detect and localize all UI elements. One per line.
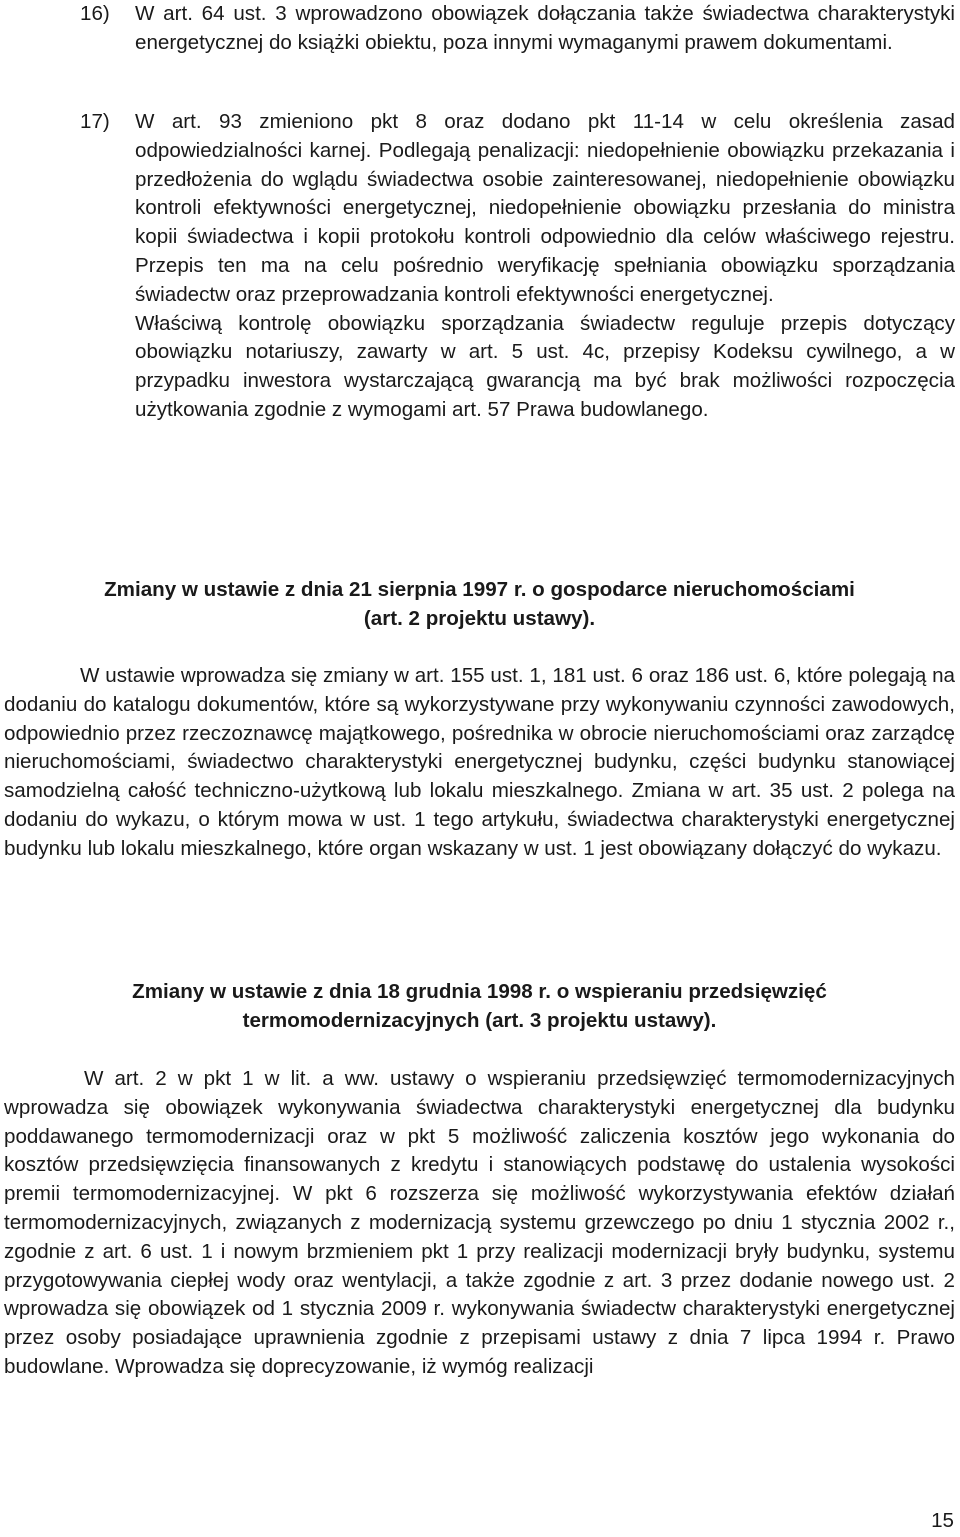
list-item-text: W art. 64 ust. 3 wprowadzono obowiązek dołączania także świadectwa charakterystyki energetycznej do książki obiektu, poza innymi wymaganymi prawem dokumentami. [135,2,955,54]
list-item-number: 17) [80,110,110,133]
list-item-number: 16) [80,2,110,25]
list-item-17 [80,108,955,425]
section-heading-termomodernizacja [4,978,955,1036]
section-heading-gospodarka-nieruchomosciami [4,576,955,634]
section-body-paragraph: W ustawie wprowadza się zmiany w art. 155 ust. 1, 181 ust. 6 oraz 186 ust. 6, które polegają na dodaniu do katalogu dokumentów, które są wykorzystywane przy wykonywaniu czynności zawodowych, odpowiednio przez rzeczoznawcę majątkowego, pośrednika w obrocie nieruchomościami oraz zarządcę nieruchomościami, świadectwo charakterystyki energetycznej budynku, części budynku stanowiącej samodzielną całość techniczno-użytkową lub lokalu mieszkalnego. Zmiana w art. 35 ust. 2 polega na dodaniu do wykazu, o którym mowa w ust. 1 tego artykułu, świadectwa charakterystyki energetycznej budynku lub lokalu mieszkalnego, które organ wskazany w ust. 1 jest obowiązany dołączyć do wykazu. [4,664,955,860]
list-item-text-continued: Właściwą kontrolę obowiązku sporządzania świadectw reguluje przepis dotyczący obowiązku notariuszy, zawarty w art. 5 ust. 4c, przepisy Kodeksu cywilnego, a w przypadku inwestora wystarczającą gwarancją ma być brak możliwości rozpoczęcia użytkowania zgodnie z wymogami art. 57 Prawa budowlanego. [135,311,955,421]
page-number: 15 [931,1509,954,1532]
section-heading-line: (art. 2 projektu ustawy). [363,606,596,630]
section-heading-line: Zmiany w ustawie z dnia 18 grudnia 1998 r. o wspieraniu przedsięwzięć [132,980,827,1003]
section-heading-line: termomodernizacyjnych (art. 3 projektu ustawy). [242,1008,717,1032]
list-item-text: W art. 93 zmieniono pkt 8 oraz dodano pkt 11-14 w celu określenia zasad odpowiedzialności karnej. Podlegają penalizacji: niedopełnienie obowiązku przekazania i przedłożenia do wglądu świadectwa osobie zainteresowanej, niedopełnienie obowiązku kontroli efektywności energetycznej, niedopełnienie obowiązku przesłania do ministra kopii świadectwa i kopii protokołu kontroli odpowiednio dla celów właściwego rejestru. Przepis ten ma na celu pośrednio weryfikację spełniania obowiązku sporządzania świadectw oraz przeprowadzania kontroli efektywności energetycznej. [135,110,955,306]
list-item-16 [80,0,955,58]
section-heading-line: Zmiany w ustawie z dnia 21 sierpnia 1997 r. o gospodarce nieruchomościami [104,578,855,601]
section-body-paragraph: W art. 2 w pkt 1 w lit. a ww. ustawy o wspieraniu przedsięwzięć termomodernizacyjnych wprowadza się obowiązek wykonywania świadectwa charakterystyki energetycznej dla budynku poddawanego termomodernizacji oraz w pkt 5 możliwość zaliczenia kosztów jego wykonania do kosztów przedsięwzięcia finansowanych z kredytu i stanowiących podstawę do ustalenia wysokości premii termomodernizacyjnej. W pkt 6 rozszerza się możliwość wykorzystywania efektów działań termomodernizacyjnych, związanych z modernizacją systemu grzewczego po dniu 1 stycznia 2002 r., zgodnie z art. 6 ust. 1 i nowym brzmieniem pkt 1 przy realizacji modernizacji bryły budynku, systemu przygotowywania ciepłej wody oraz wentylacji, a także zgodnie z art. 3 przez dodanie nowego ust. 2 wprowadza się obowiązek od 1 stycznia 2009 r. wykonywania świadectw charakterystyki energetycznej przez osoby posiadające uprawnienia zgodnie z przepisami ustawy z dnia 7 lipca 1994 r. Prawo budowlane. Wprowadza się doprecyzowanie, iż wymóg realizacji [4,1067,955,1378]
